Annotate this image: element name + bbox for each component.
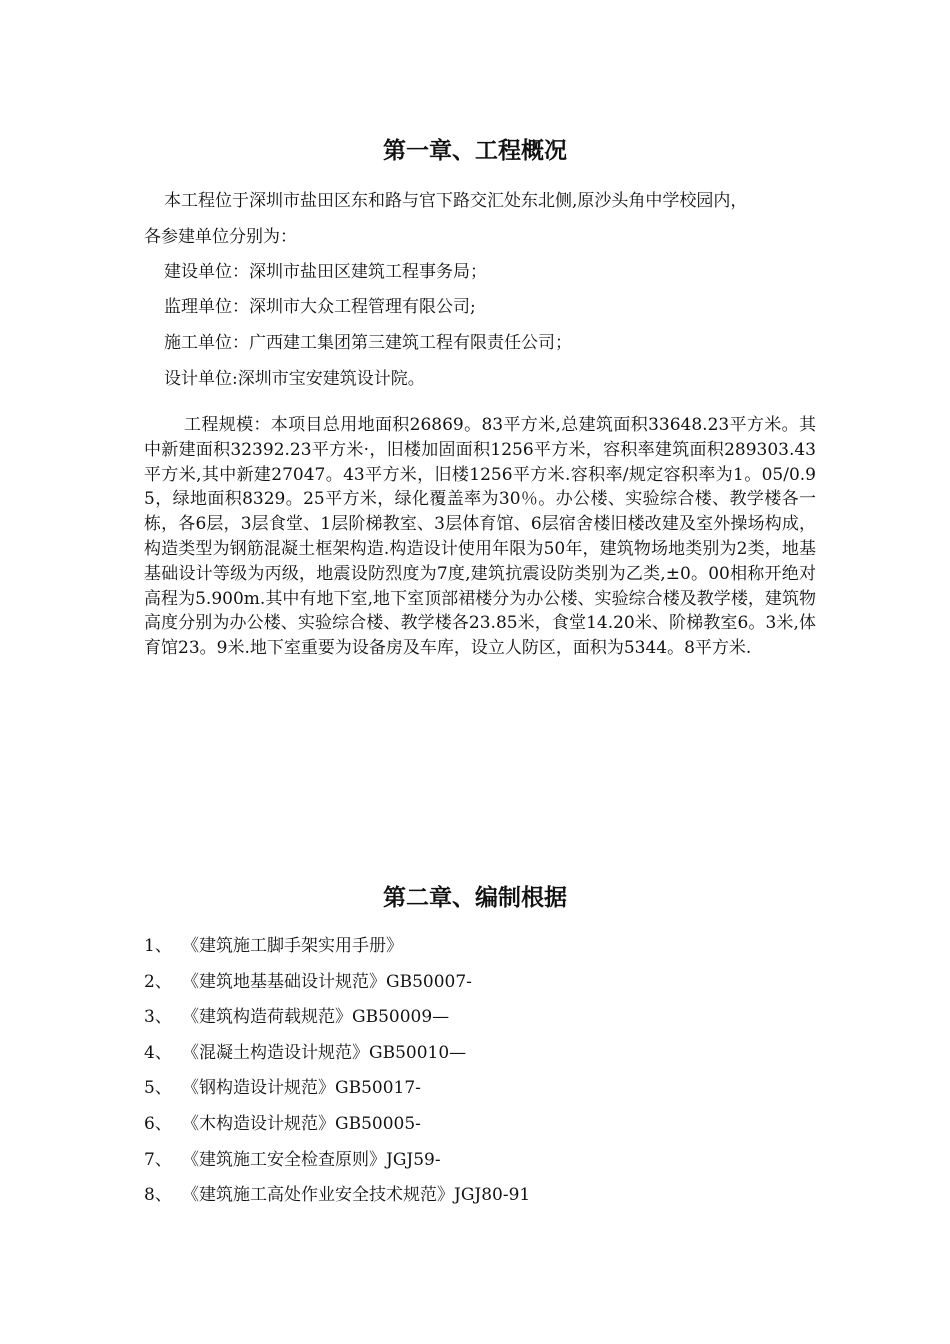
list-item-number: 7、 bbox=[144, 1149, 172, 1170]
list-item bbox=[144, 1183, 530, 1219]
list-item-text: 《木构造设计规范》GB50005- bbox=[182, 1113, 421, 1134]
unit-contractor: 施工单位：广西建工集团第三建筑工程有限责任公司； bbox=[164, 333, 572, 353]
list-item-text: 《钢构造设计规范》GB50017- bbox=[182, 1078, 421, 1099]
list-item-text: 《建筑构造荷载规范》GB50009— bbox=[182, 1007, 450, 1028]
list-item bbox=[144, 1148, 530, 1184]
list-item-number: 8、 bbox=[144, 1185, 172, 1206]
list-item-number: 2、 bbox=[144, 971, 172, 992]
list-item bbox=[144, 1076, 530, 1112]
list-item bbox=[144, 1005, 530, 1041]
list-item-text: 《建筑施工高处作业安全技术规范》JGJ80-91 bbox=[182, 1185, 531, 1206]
unit-design: 设计单位:深圳市宝安建筑设计院。 bbox=[164, 369, 425, 389]
list-item bbox=[144, 1112, 530, 1148]
list-item bbox=[144, 934, 530, 970]
list-item-number: 4、 bbox=[144, 1042, 172, 1063]
list-item bbox=[144, 970, 530, 1006]
list-item-number: 5、 bbox=[144, 1078, 172, 1099]
chapter1-title: 第一章、工程概况 bbox=[383, 137, 567, 164]
list-item bbox=[144, 1041, 530, 1077]
list-item-number: 6、 bbox=[144, 1113, 172, 1134]
list-item-number: 3、 bbox=[144, 1007, 172, 1028]
list-item-number: 1、 bbox=[144, 936, 172, 956]
list-item-text: 《混凝土构造设计规范》GB50010— bbox=[182, 1042, 467, 1063]
intro-line-1: 本工程位于深圳市盐田区东和路与官下路交汇处东北侧,原沙头角中学校园内， bbox=[164, 191, 748, 211]
unit-supervision: 监理单位：深圳市大众工程管理有限公司; bbox=[164, 297, 476, 317]
unit-construction: 建设单位：深圳市盐田区建筑工程事务局； bbox=[164, 262, 487, 282]
project-scale-paragraph: 工程规模：本项目总用地面积26869。83平方米,总建筑面积33648.23平方米。其中新建面积32392.23平方米·，旧楼加固面积1256平方米，容积率建筑面积289303.43平方米,其中新建27047。43平方米，旧楼1256平方米.容积率/规定容积率为1。05/0.95，绿地面积8329。25平方米，绿化覆盖率为30％。办公楼、实验综合楼、教学楼各一栋，各6层，3层食堂、1层阶梯教室、3层体育馆、6层宿舍楼旧楼改建及室外操场构成，构造类型为钢筋混凝土框架构造.构造设计使用年限为50年，建筑物场地类别为2类，地基基础设计等级为丙级，地震设防烈度为7度,建筑抗震设防类别为乙类,±0。00相称开绝对高程为5.900m.其中有地下室,地下室顶部裙楼分为办公楼、实验综合楼及教学楼，建筑物高度分别为办公楼、实验综合楼、教学楼各23.85米，食堂14.20米、阶梯教室6。3米,体育馆23。9米.地下室重要为设备房及车库，设立人防区，面积为5344。8平方米. bbox=[144, 415, 816, 659]
intro-line-2: 各参建单位分别为： bbox=[144, 227, 297, 247]
reference-list bbox=[144, 934, 530, 1219]
list-item-text: 《建筑施工脚手架实用手册》 bbox=[182, 936, 403, 956]
list-item-text: 《建筑施工安全检查原则》JGJ59- bbox=[182, 1149, 441, 1170]
list-item-text: 《建筑地基基础设计规范》GB50007- bbox=[182, 971, 472, 992]
chapter2-title: 第二章、编制根据 bbox=[383, 884, 567, 911]
